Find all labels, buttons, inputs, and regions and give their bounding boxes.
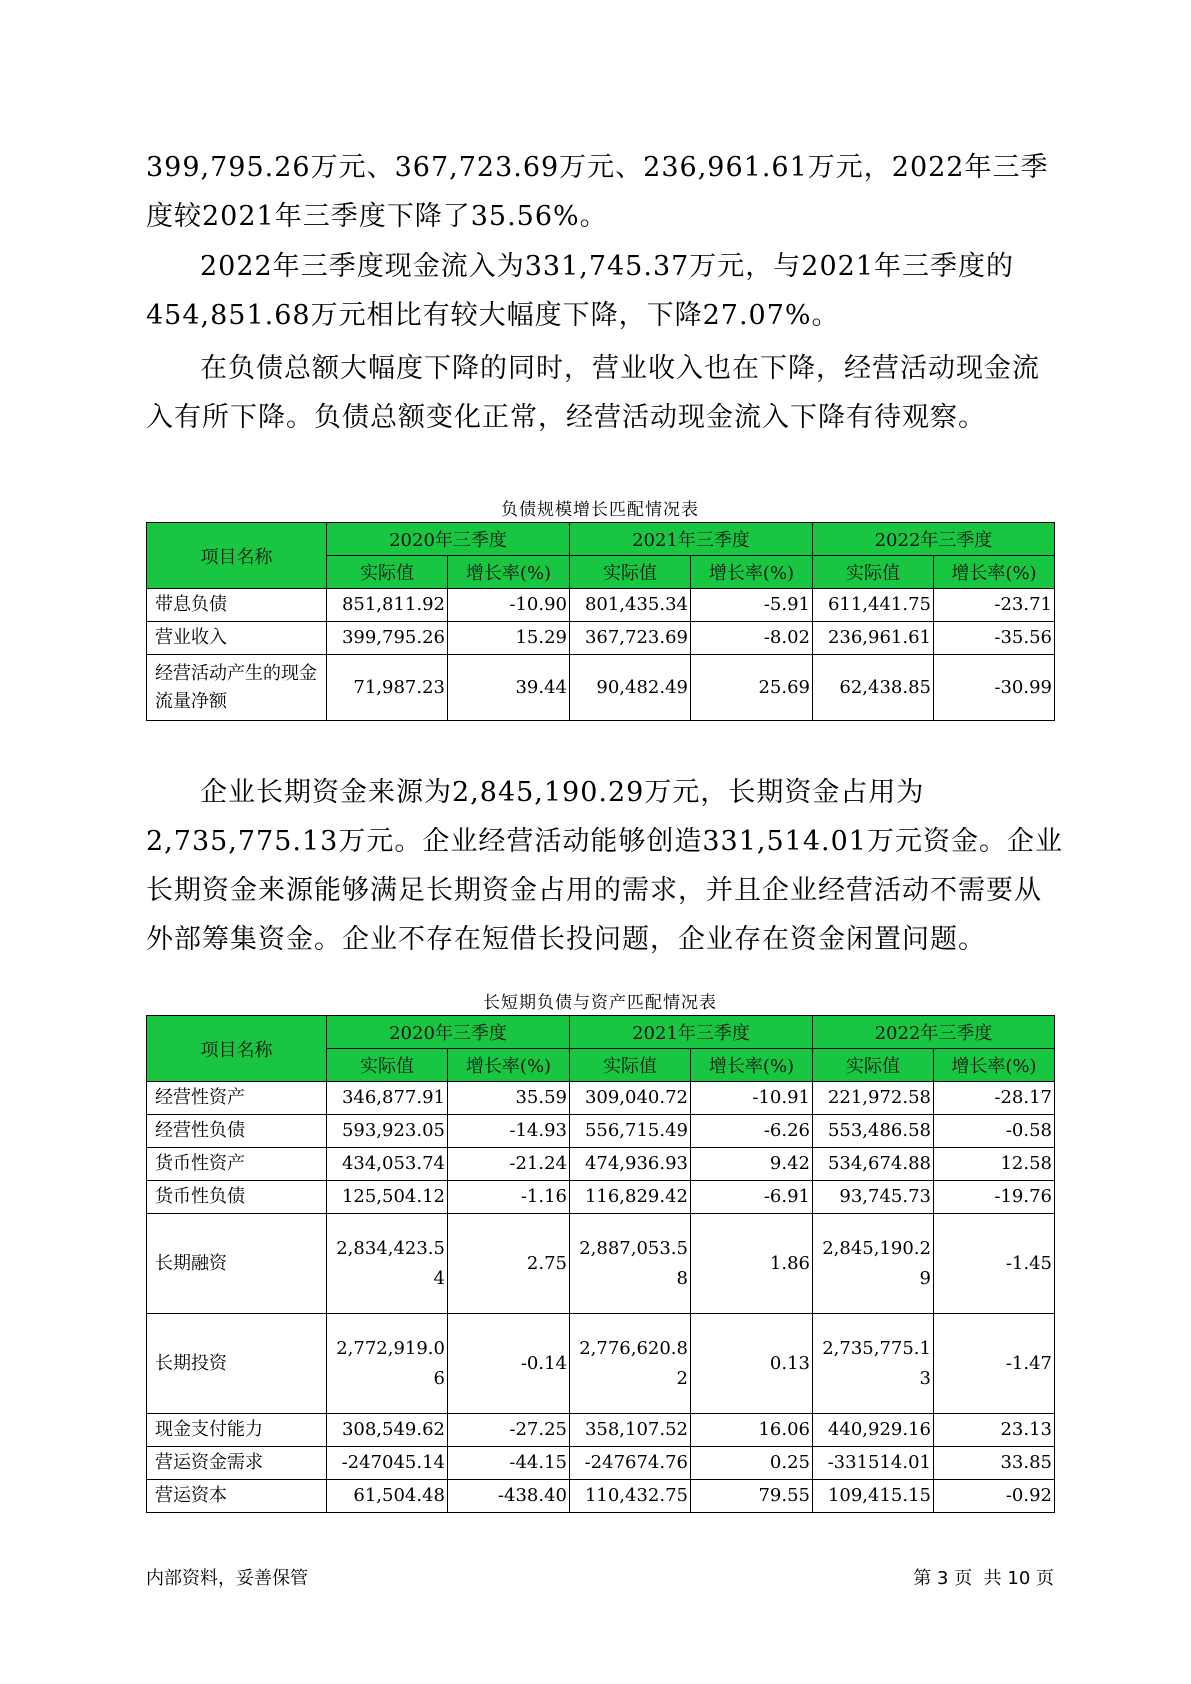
cell: 593,923.05 xyxy=(327,1115,448,1148)
table1-caption: 负债规模增长匹配情况表 xyxy=(501,500,699,520)
cell: -0.92 xyxy=(934,1480,1055,1513)
cell: 35.59 xyxy=(448,1082,570,1115)
row-label: 长期融资 xyxy=(147,1214,327,1314)
row-label: 营业收入 xyxy=(147,622,327,655)
period-header: 2022年三季度 xyxy=(813,1016,1055,1049)
actual-value-header: 实际值 xyxy=(813,1049,934,1082)
cell: -14.93 xyxy=(448,1115,570,1148)
cell: 71,987.23 xyxy=(327,655,448,721)
cell: 79.55 xyxy=(691,1480,813,1513)
growth-rate-header: 增长率(%) xyxy=(934,1049,1055,1082)
cell: -0.14 xyxy=(448,1314,570,1414)
growth-rate-header: 增长率(%) xyxy=(448,1049,570,1082)
actual-value-header: 实际值 xyxy=(570,556,691,589)
cell: 358,107.52 xyxy=(570,1414,691,1447)
cell: 109,415.15 xyxy=(813,1480,934,1513)
table-row xyxy=(147,1447,1055,1480)
cell: 611,441.75 xyxy=(813,589,934,622)
asset-liability-match-table xyxy=(146,1015,1055,1513)
cell: -8.02 xyxy=(691,622,813,655)
cell: 440,929.16 xyxy=(813,1414,934,1447)
period-header: 2020年三季度 xyxy=(327,1016,570,1049)
table-row xyxy=(147,1314,1055,1414)
cell: -331514.01 xyxy=(813,1447,934,1480)
cell: 2.75 xyxy=(448,1214,570,1314)
table-row xyxy=(147,1414,1055,1447)
table-row xyxy=(147,1148,1055,1181)
actual-value-header: 实际值 xyxy=(327,1049,448,1082)
paragraph-4: 企业长期资金来源为2,845,190.29万元，长期资金占用为2,735,775.13万元。企业经营活动能够创造331,514.01万元资金。企业长期资金来源能够满足长期资金占用的需求，并且企业经营活动不需要从外部筹集资金。企业不存在短借长投问题，企业存在资金闲置问题。 xyxy=(146,777,1063,955)
cell: -1.47 xyxy=(934,1314,1055,1414)
cell: 90,482.49 xyxy=(570,655,691,721)
cell: 553,486.58 xyxy=(813,1115,934,1148)
cell: -28.17 xyxy=(934,1082,1055,1115)
paragraph-3: 在负债总额大幅度下降的同时，营业收入也在下降，经营活动现金流入有所下降。负债总额变化正常，经营活动现金流入下降有待观察。 xyxy=(146,353,1040,433)
actual-value-header: 实际值 xyxy=(813,556,934,589)
cell: 534,674.88 xyxy=(813,1148,934,1181)
cell: 221,972.58 xyxy=(813,1082,934,1115)
row-label: 货币性资产 xyxy=(147,1148,327,1181)
cell: 308,549.62 xyxy=(327,1414,448,1447)
cell: 0.25 xyxy=(691,1447,813,1480)
growth-rate-header: 增长率(%) xyxy=(691,1049,813,1082)
cell: 2,887,053.58 xyxy=(570,1214,691,1314)
growth-rate-header: 增长率(%) xyxy=(934,556,1055,589)
cell: 1.86 xyxy=(691,1214,813,1314)
actual-value-header: 实际值 xyxy=(570,1049,691,1082)
cell: 556,715.49 xyxy=(570,1115,691,1148)
cell: -438.40 xyxy=(448,1480,570,1513)
cell: 23.13 xyxy=(934,1414,1055,1447)
cell: 309,040.72 xyxy=(570,1082,691,1115)
cell: 2,834,423.54 xyxy=(327,1214,448,1314)
cell: 2,776,620.82 xyxy=(570,1314,691,1414)
actual-value-header: 实际值 xyxy=(327,556,448,589)
item-name-header: 项目名称 xyxy=(147,1016,327,1082)
table-row xyxy=(147,1480,1055,1513)
cell: -44.15 xyxy=(448,1447,570,1480)
item-name-header: 项目名称 xyxy=(147,523,327,589)
debt-scale-table xyxy=(146,522,1055,721)
cell: 116,829.42 xyxy=(570,1181,691,1214)
cell: 434,053.74 xyxy=(327,1148,448,1181)
row-label: 货币性负债 xyxy=(147,1181,327,1214)
row-label: 长期投资 xyxy=(147,1314,327,1414)
table-row xyxy=(147,1181,1055,1214)
table-row xyxy=(147,655,1055,721)
cell: 33.85 xyxy=(934,1447,1055,1480)
cell: 0.13 xyxy=(691,1314,813,1414)
table-row xyxy=(147,1082,1055,1115)
cell: -1.16 xyxy=(448,1181,570,1214)
cell: -30.99 xyxy=(934,655,1055,721)
row-label: 经营性资产 xyxy=(147,1082,327,1115)
table-row xyxy=(147,589,1055,622)
growth-rate-header: 增长率(%) xyxy=(448,556,570,589)
cell: -19.76 xyxy=(934,1181,1055,1214)
cell: 851,811.92 xyxy=(327,589,448,622)
period-header: 2020年三季度 xyxy=(327,523,570,556)
cell: 61,504.48 xyxy=(327,1480,448,1513)
cell: 125,504.12 xyxy=(327,1181,448,1214)
cell: -1.45 xyxy=(934,1214,1055,1314)
cell: 12.58 xyxy=(934,1148,1055,1181)
paragraph-1: 399,795.26万元、367,723.69万元、236,961.61万元，2022年三季度较2021年三季度下降了35.56%。 xyxy=(146,152,1049,232)
period-header: 2022年三季度 xyxy=(813,523,1055,556)
footer-confidential-note: 内部资料，妥善保管 xyxy=(146,1568,308,1589)
cell: 399,795.26 xyxy=(327,622,448,655)
cell: 25.69 xyxy=(691,655,813,721)
row-label: 经营性负债 xyxy=(147,1115,327,1148)
cell: -10.91 xyxy=(691,1082,813,1115)
row-label: 营运资金需求 xyxy=(147,1447,327,1480)
cell: -247674.76 xyxy=(570,1447,691,1480)
table-row xyxy=(147,1115,1055,1148)
cell: -35.56 xyxy=(934,622,1055,655)
cell: 367,723.69 xyxy=(570,622,691,655)
cell: 346,877.91 xyxy=(327,1082,448,1115)
row-label: 带息负债 xyxy=(147,589,327,622)
cell: 2,735,775.13 xyxy=(813,1314,934,1414)
cell: 62,438.85 xyxy=(813,655,934,721)
table-row xyxy=(147,622,1055,655)
cell: 2,845,190.29 xyxy=(813,1214,934,1314)
cell: -247045.14 xyxy=(327,1447,448,1480)
period-header: 2021年三季度 xyxy=(570,523,813,556)
cell: -6.91 xyxy=(691,1181,813,1214)
period-header: 2021年三季度 xyxy=(570,1016,813,1049)
cell: -5.91 xyxy=(691,589,813,622)
cell: 236,961.61 xyxy=(813,622,934,655)
cell: 801,435.34 xyxy=(570,589,691,622)
cell: 39.44 xyxy=(448,655,570,721)
row-label: 经营活动产生的现金流量净额 xyxy=(147,655,327,721)
cell: 93,745.73 xyxy=(813,1181,934,1214)
row-label: 营运资本 xyxy=(147,1480,327,1513)
row-label: 现金支付能力 xyxy=(147,1414,327,1447)
cell: -27.25 xyxy=(448,1414,570,1447)
table2-caption: 长短期负债与资产匹配情况表 xyxy=(483,993,717,1013)
cell: 15.29 xyxy=(448,622,570,655)
growth-rate-header: 增长率(%) xyxy=(691,556,813,589)
paragraph-2: 2022年三季度现金流入为331,745.37万元，与2021年三季度的454,851.68万元相比有较大幅度下降，下降27.07%。 xyxy=(146,251,1015,331)
footer-page-number: 第 3 页 共 10 页 xyxy=(913,1568,1054,1589)
cell: -0.58 xyxy=(934,1115,1055,1148)
cell: 110,432.75 xyxy=(570,1480,691,1513)
cell: 16.06 xyxy=(691,1414,813,1447)
cell: -23.71 xyxy=(934,589,1055,622)
cell: 9.42 xyxy=(691,1148,813,1181)
cell: -6.26 xyxy=(691,1115,813,1148)
cell: 474,936.93 xyxy=(570,1148,691,1181)
cell: -21.24 xyxy=(448,1148,570,1181)
table-row xyxy=(147,1214,1055,1314)
cell: 2,772,919.06 xyxy=(327,1314,448,1414)
cell: -10.90 xyxy=(448,589,570,622)
